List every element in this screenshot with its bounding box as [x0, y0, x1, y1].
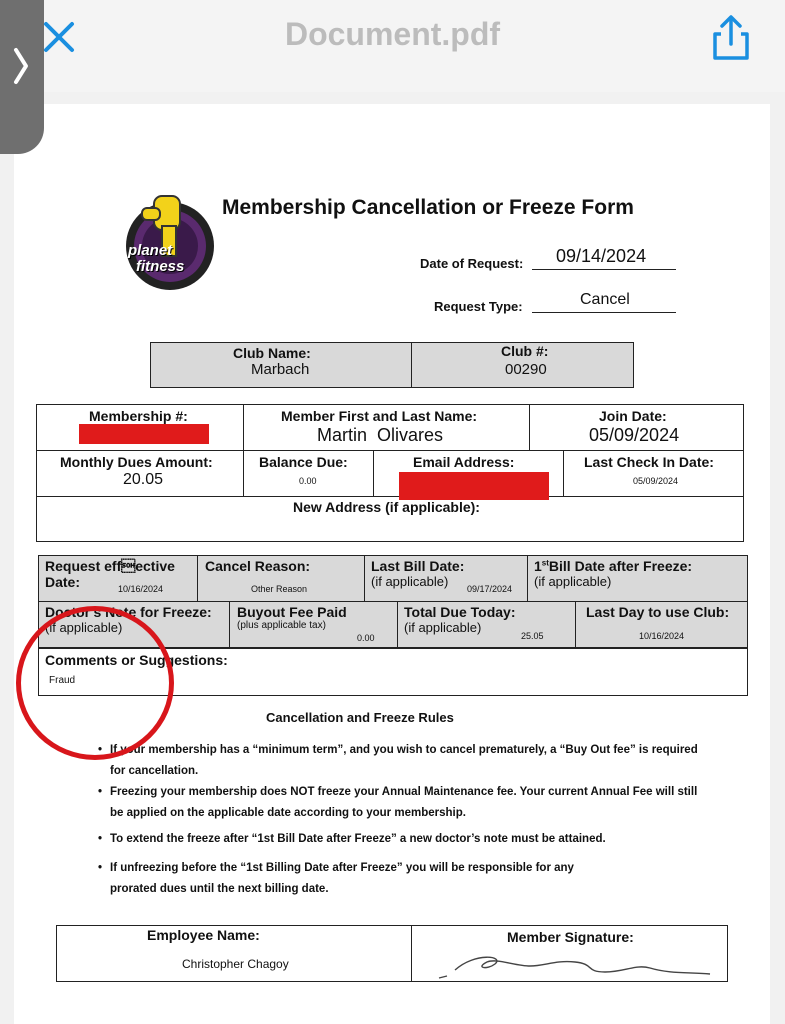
share-icon: [708, 14, 754, 62]
signature-divider: [411, 926, 412, 981]
first-bill-ordinal-suffix: st: [541, 558, 549, 568]
employee-name-value: Christopher Chagoy: [182, 957, 289, 971]
last-checkin-label: Last Check In Date:: [584, 454, 714, 470]
signature-box: [56, 925, 728, 982]
rule-item: [98, 782, 750, 824]
rules-title: Cancellation and Freeze Rules: [266, 710, 454, 725]
join-date-value: 05/09/2024: [589, 425, 680, 445]
club-name-value: Marbach: [251, 361, 310, 378]
request-effective-value: 10/16/2024: [118, 584, 164, 594]
signature-drawing: [435, 946, 725, 982]
last-bill-date-value: 09/17/2024: [467, 584, 513, 594]
form-title: Membership Cancellation or Freeze Form: [222, 196, 634, 219]
rule-line: If unfreezing before the “1st Billing Date after Freeze” you will be responsible for any: [110, 862, 574, 874]
first-bill-label-text: Bill Date after Freeze:: [548, 558, 693, 574]
request-col-divider-1: [197, 556, 198, 601]
total-due-label: Total Due Today:: [404, 604, 516, 620]
member-col-divider-2: [529, 405, 530, 451]
club-name-label: Club Name:: [233, 345, 311, 361]
buyout-fee-sub: (plus applicable tax): [237, 620, 326, 631]
join-date-label: Join Date:: [599, 408, 667, 424]
last-bill-date-label: Last Bill Date:: [371, 558, 465, 574]
side-panel-tab[interactable]: [0, 0, 44, 154]
pdf-page: [14, 104, 770, 1024]
cancel-reason-label: Cancel Reason:: [205, 558, 311, 574]
member-name-label: Member First and Last Name:: [281, 408, 478, 424]
member-col-divider-4: [563, 451, 564, 496]
rule-item: [98, 740, 750, 782]
email-address-redaction: [399, 472, 549, 500]
request-col-divider-3: [527, 556, 528, 601]
rule-line: prorated dues until the next billing date.: [110, 883, 329, 895]
rule-item: [98, 829, 750, 850]
buyout-fee-label: Buyout Fee Paid: [237, 604, 347, 620]
date-of-request-underline: [532, 269, 676, 270]
bullet-icon: •: [98, 786, 103, 798]
employee-name-label: Employee Name:: [147, 927, 260, 943]
buyout-fee-value: 0.00: [357, 633, 375, 643]
new-address-label: New Address (if applicable):: [293, 499, 480, 515]
balance-due-value: 0.00: [299, 476, 317, 486]
rule-line: Freezing your membership does NOT freeze your Annual Maintenance fee. Your current Annual Fee will still: [110, 786, 698, 798]
club-number-label: Club #:: [501, 343, 549, 359]
request-row-divider: [39, 601, 747, 602]
membership-number-redaction: [79, 424, 209, 444]
bullet-icon: •: [98, 744, 103, 756]
last-day-value: 10/16/2024: [639, 631, 685, 641]
rule-line: be applied on the applicable date according to your membership.: [110, 807, 466, 819]
member-signature-label: Member Signature:: [507, 929, 634, 945]
monthly-dues-label: Monthly Dues Amount:: [60, 454, 213, 470]
logo-text-fitness: fitness: [136, 258, 185, 275]
first-bill-ordinal: 1: [534, 558, 542, 574]
planet-fitness-logo: [122, 190, 218, 296]
member-row-divider-2: [37, 496, 743, 497]
chevron-right-icon: [10, 46, 32, 86]
request-effective-label-2: Date:: [45, 574, 81, 590]
document-title: Document.pdf: [284, 16, 501, 52]
membership-number-label: Membership #:: [89, 408, 188, 424]
total-due-sub: (if applicable): [404, 620, 482, 635]
doctor-note-label: Doctor's Note for Freeze:: [45, 604, 212, 620]
first-bill-after-freeze-label: [534, 558, 692, 574]
member-col-divider-1: [243, 405, 244, 496]
bullet-icon: •: [98, 862, 103, 874]
logo-text-planet: planet: [128, 242, 173, 259]
rule-line: To extend the freeze after “1st Bill Date after Freeze” a new doctor’s note must be attained.: [110, 833, 606, 845]
date-of-request-label: Date of Request:: [420, 256, 524, 271]
last-bill-date-sub: (if applicable): [371, 574, 449, 589]
cancel-reason-value: Other Reason: [251, 584, 308, 594]
club-divider: [411, 343, 412, 387]
member-col-divider-3: [373, 451, 374, 496]
email-address-label: Email Address:: [413, 454, 515, 470]
member-info-table: [36, 404, 744, 542]
rule-line: for cancellation.: [110, 765, 199, 777]
doctor-note-sub: (if applicable): [45, 620, 123, 635]
share-button[interactable]: [708, 14, 754, 62]
first-bill-after-freeze-sub: (if applicable): [534, 574, 612, 589]
request-col-divider-5: [397, 601, 398, 647]
request-type-value: Cancel: [580, 291, 630, 308]
total-due-value: 25.05: [521, 631, 544, 641]
balance-due-label: Balance Due:: [259, 454, 348, 470]
last-day-label: Last Day to use Club:: [586, 604, 730, 620]
annotation-circle: [16, 606, 174, 760]
comments-value: Fraud: [49, 675, 76, 686]
bullet-icon: •: [98, 833, 103, 845]
date-of-request-value: 09/14/2024: [556, 246, 647, 266]
monthly-dues-value: 20.05: [123, 471, 164, 488]
viewer-toolbar: [0, 0, 785, 92]
club-info-box: [150, 342, 634, 388]
club-number-value: 00290: [505, 361, 547, 378]
request-col-divider-4: [229, 601, 230, 647]
rule-line: If your membership has a “minimum term”, and you wish to cancel prematurely, a “Buy Out fee” is required: [110, 744, 698, 756]
member-name-value: Martin Olivares: [317, 425, 444, 445]
last-checkin-value: 05/09/2024: [633, 476, 679, 486]
request-type-underline: [532, 312, 676, 313]
member-row-divider-1: [37, 450, 743, 451]
request-col-divider-6: [575, 601, 576, 647]
request-type-label: Request Type:: [434, 299, 523, 314]
comments-label: Comments or Suggestions:: [45, 652, 228, 668]
rule-item: [98, 858, 750, 900]
request-effective-label: Request effective: [45, 558, 175, 574]
request-col-divider-2: [364, 556, 365, 601]
